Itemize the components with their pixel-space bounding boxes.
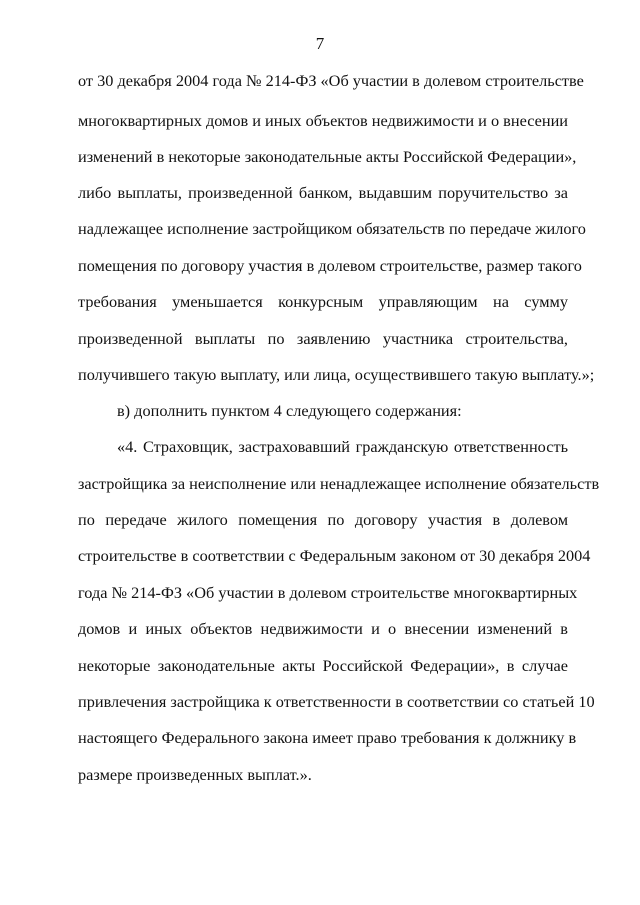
text-line: надлежащее исполнение застройщиком обязательств по передаче жилого: [78, 219, 586, 238]
text-line: получившего такую выплату, или лица, осуществившего такую выплату.»;: [78, 365, 595, 384]
text-line: «4. Страховщик, застраховавший гражданскую ответственность: [117, 437, 568, 456]
text-line: требования уменьшается конкурсным управляющим на сумму: [78, 292, 568, 311]
text-line: либо выплаты, произведенной банком, выдавшим поручительство за: [78, 183, 568, 202]
text-line: многоквартирных домов и иных объектов недвижимости и о внесении: [78, 111, 568, 130]
text-line: застройщика за неисполнение или ненадлежащее исполнение обязательств: [78, 474, 600, 493]
text-line: домов и иных объектов недвижимости и о внесении изменений в: [78, 619, 568, 638]
page-number: 7: [315, 34, 325, 53]
text-line: некоторые законодательные акты Российской Федерации», в случае: [78, 656, 568, 675]
text-line: изменений в некоторые законодательные акты Российской Федерации»,: [78, 147, 577, 166]
text-line: произведенной выплаты по заявлению участника строительства,: [78, 329, 568, 348]
text-line: размере произведенных выплат.».: [78, 765, 312, 784]
text-line: помещения по договору участия в долевом строительстве, размер такого: [78, 256, 582, 275]
text-line: от 30 декабря 2004 года № 214-ФЗ «Об участии в долевом строительстве: [78, 71, 584, 90]
text-line: настоящего Федерального закона имеет право требования к должнику в: [78, 728, 577, 747]
text-line: привлечения застройщика к ответственности в соответствии со статьей 10: [78, 692, 595, 711]
text-line: строительстве в соответствии с Федеральным законом от 30 декабря 2004: [78, 546, 591, 565]
text-line: в) дополнить пунктом 4 следующего содержания:: [117, 401, 462, 420]
text-line: по передаче жилого помещения по договору участия в долевом: [78, 510, 568, 529]
text-line: года № 214-ФЗ «Об участии в долевом строительстве многоквартирных: [78, 583, 578, 602]
